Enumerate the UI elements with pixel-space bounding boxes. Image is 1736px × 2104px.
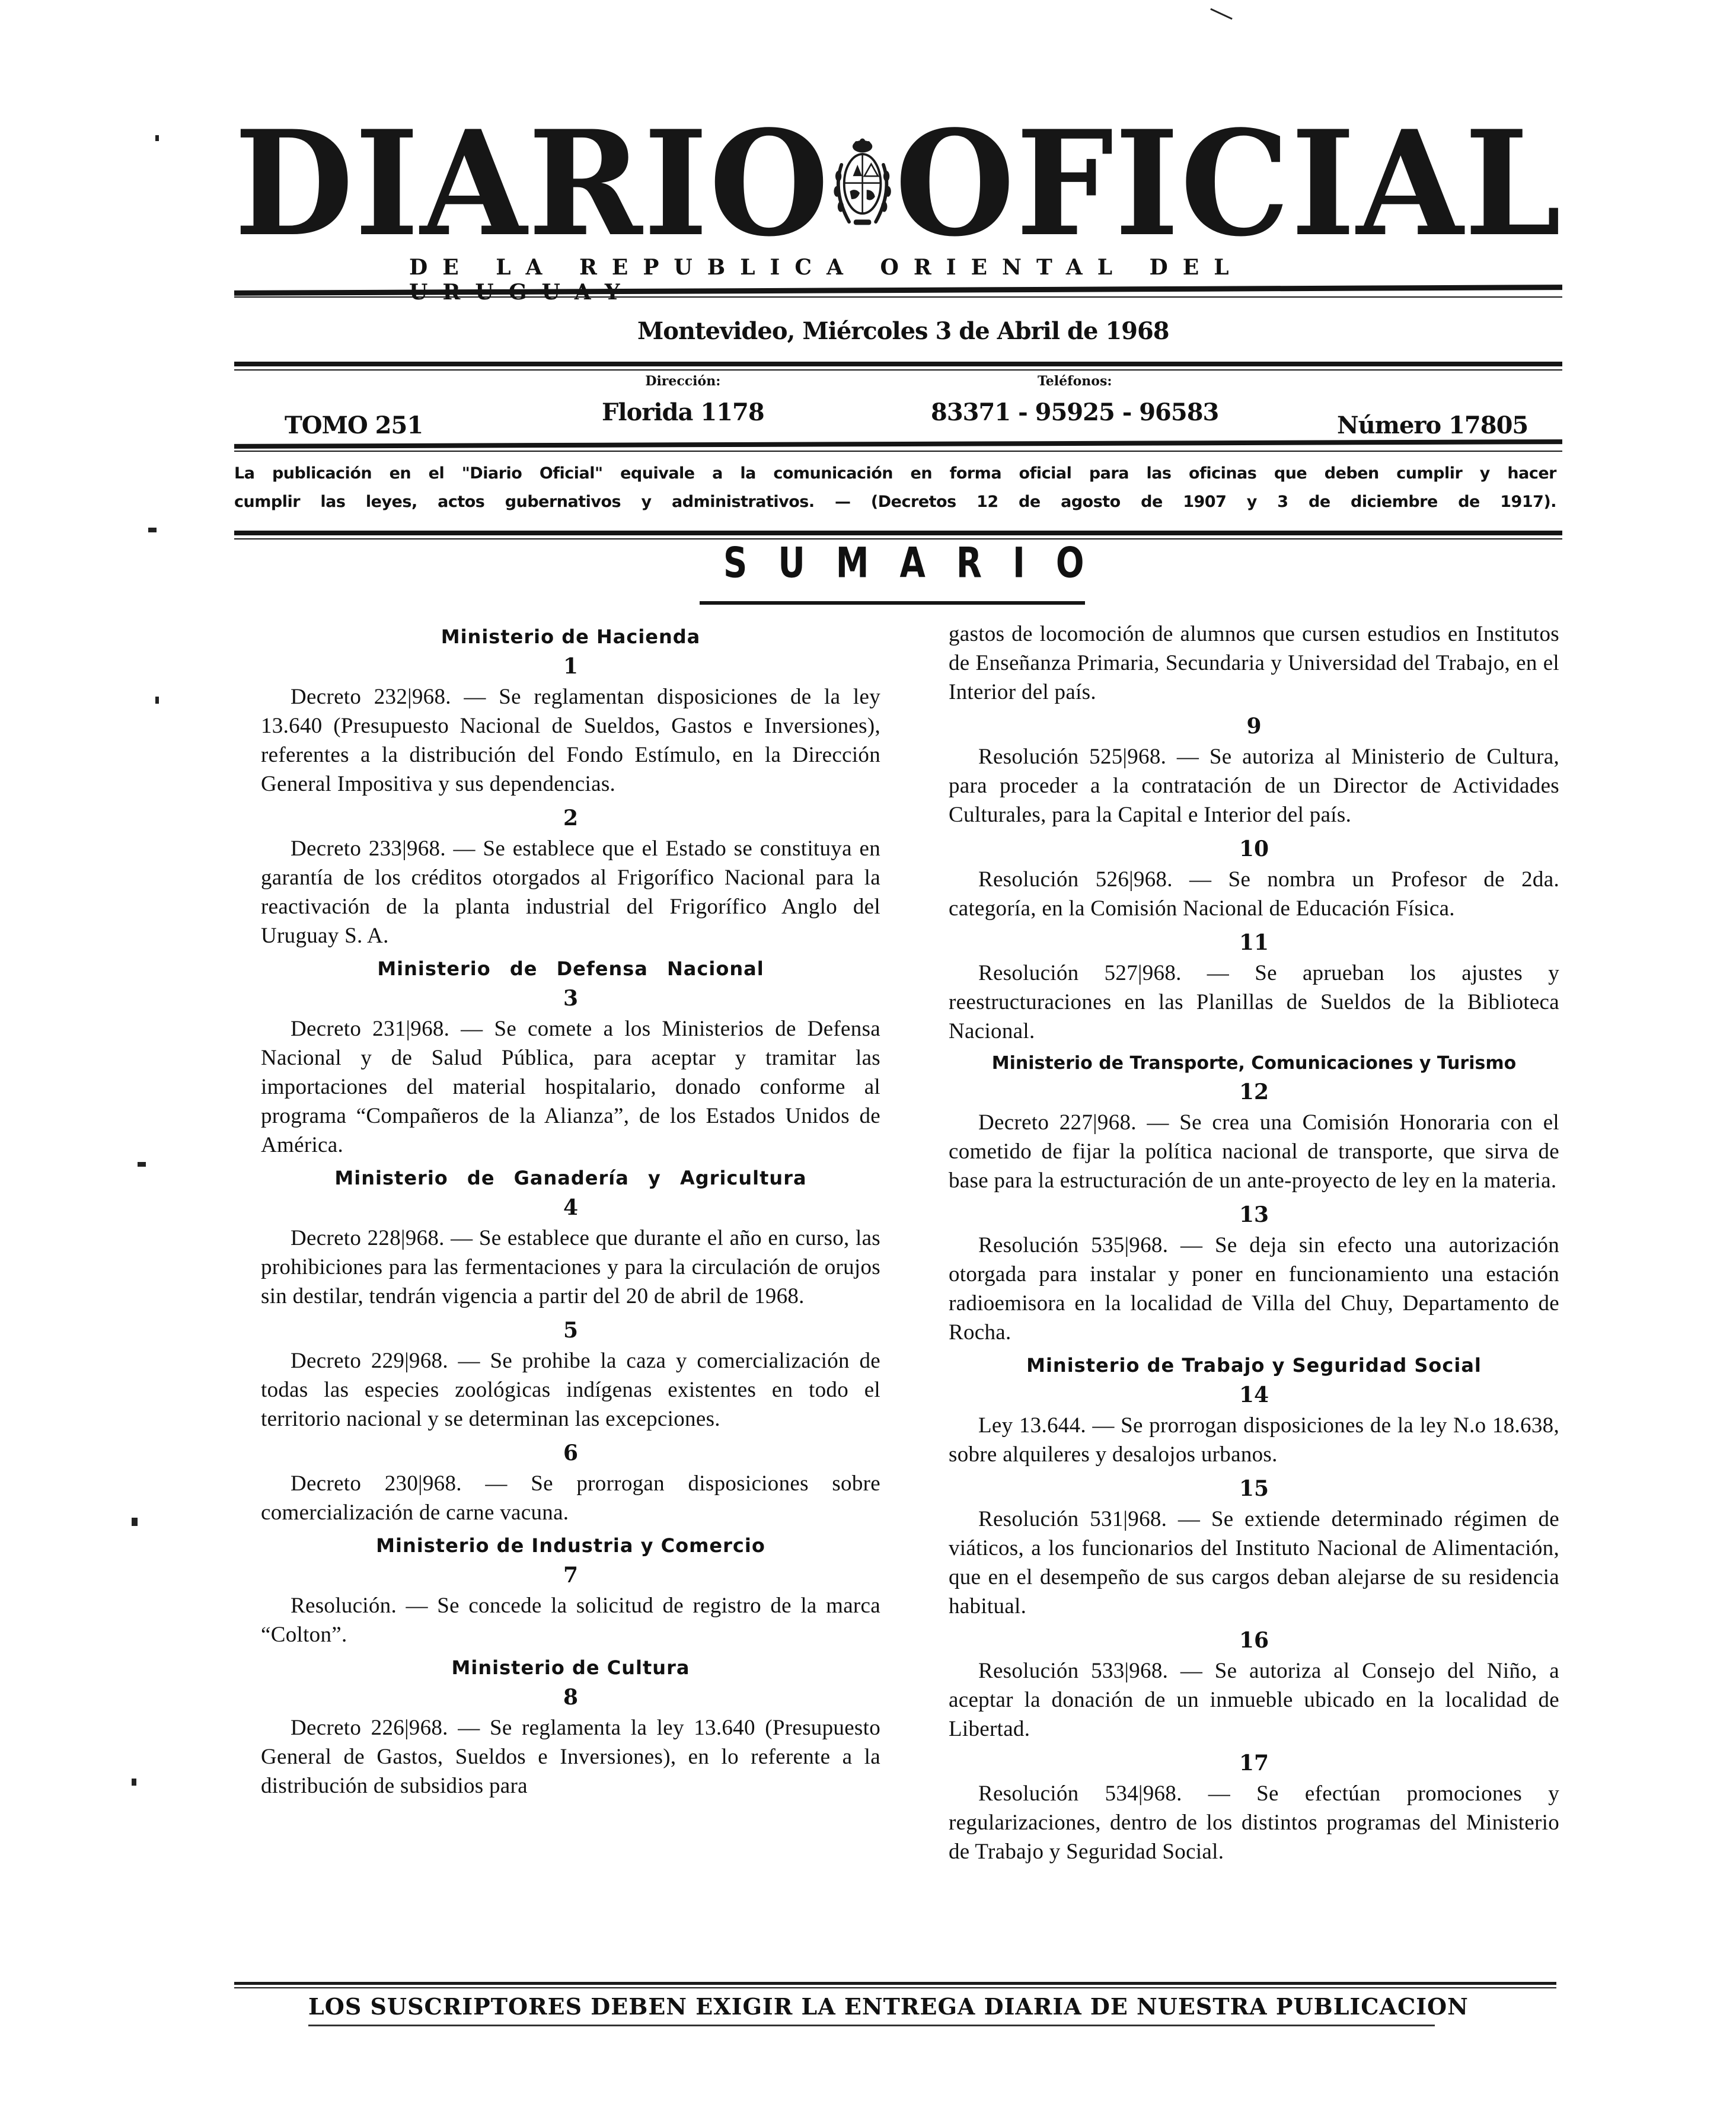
scan-artifact [155,135,159,141]
summary-entry: Resolución 527|968. — Se aprueban los ajustes y reestructuraciones en las Planillas de Sueldos de la Biblioteca Nacional. [949,961,1559,1043]
ministry-heading: Ministerio de Hacienda [441,625,701,648]
item-number: 15 [1239,1476,1269,1501]
issue-date: Montevideo, Miércoles 3 de Abril de 1968 [637,317,1169,345]
summary-entry: Decreto 233|968. — Se establece que el Estado se constituya en garantía de los créditos otorgados al Frigorífico Nacional para la reactivación de la planta industrial del Frigorífico Anglo del Uruguay S. A. [261,837,880,948]
summary-entry: Resolución 535|968. — Se deja sin efecto una autorización otorgada para instalar y poner en funcionamiento una estación radioemisora en la localidad de Villa del Chuy, Departamento de Rocha. [949,1233,1559,1345]
footer-rule [234,1987,1556,1988]
summary-entry: Resolución 534|968. — Se efectúan promociones y regularizaciones, dentro de los distintos programas del Ministerio de Trabajo y Seguridad Social. [949,1781,1559,1864]
subscriber-notice: LOS SUSCRIPTORES DEBEN EXIGIR LA ENTREGA DIARIA DE NUESTRA PUBLICACION [308,1993,1469,2020]
item-number: 11 [1239,930,1269,955]
footer-rule [308,2025,1435,2026]
ministry-heading: Ministerio de Defensa Nacional [377,957,764,980]
header-rule [234,369,1562,371]
item-number: 16 [1239,1628,1269,1653]
issue-info-row [237,373,1553,439]
item-number: 14 [1239,1383,1269,1407]
masthead-title-right: OFICIAL [895,98,1562,269]
summary-entry: Decreto 232|968. — Se reglamentan disposiciones de la ley 13.640 (Presupuesto Nacional de Sueldos, Gastos e Inversiones), referentes a la distribución del Fondo Estímulo, en la Dirección General Impositiva y sus dependencias. [261,685,880,796]
scan-artifact [148,528,157,532]
legal-notice-line: cumplir las leyes, actos gubernativos y administrativos. — (Decretos 12 de agosto de 1907 y 3 de diciembre de 1917). [234,493,1556,511]
item-number: 4 [563,1195,579,1220]
ministry-heading: Ministerio de Industria y Comercio [376,1534,765,1557]
item-number: 8 [563,1685,579,1710]
summary-column-right [949,620,1559,1873]
item-number: 1 [563,654,579,679]
ministry-heading: Ministerio de Cultura [451,1656,690,1679]
summary-entry: Decreto 231|968. — Se comete a los Ministerios de Defensa Nacional y de Salud Pública, para aceptar y tramitar las importaciones del material hospitalario, donado conforme al programa “Compañeros de la Alianza”, de los Estados Unidos de América. [261,1017,880,1157]
tomo-number: TOMO 251 [285,411,423,439]
summary-entry: Decreto 229|968. — Se prohibe la caza y comercialización de todas las especies zoológicas indígenas existentes en todo el territorio nacional y se determinan las excepciones. [261,1349,880,1431]
summary-column-left [261,620,880,1808]
item-number: 3 [563,986,579,1011]
header-rule [234,451,1562,452]
summary-entry-continuation: gastos de locomoción de alumnos que cursen estudios en Institutos de Enseñanza Primaria, Secundaria y Universidad del Trabajo, en el Interior del país. [949,622,1559,704]
scan-artifact [155,697,159,704]
legal-notice-line: La publicación en el "Diario Oficial" equivale a la comunicación en forma oficial para las oficinas que deben cumplir y hacer [234,464,1556,483]
summary-entry: Decreto 227|968. — Se crea una Comisión Honoraria con el cometido de fijar la política nacional de transporte, que sirva de base para la estructuración de un ante-proyecto de ley en la materia. [949,1110,1559,1193]
ministry-heading: Ministerio de Ganadería y Agricultura [334,1167,807,1189]
direccion-value: Florida 1178 [602,398,764,426]
item-number: 10 [1239,837,1269,861]
item-number: 13 [1239,1202,1269,1227]
summary-entry: Decreto 228|968. — Se establece que durante el año en curso, las prohibiciones para las fermentaciones y para la circulación de orujos sin destilar, tendrán vigencia a partir del 20 de abril de 1968. [261,1226,880,1308]
issue-number: Número 17805 [1337,411,1528,439]
header-rule [234,439,1562,449]
summary-entry: Resolución 533|968. — Se autoriza al Consejo del Niño, a aceptar la donación de un inmueble ubicado en la localidad de Libertad. [949,1659,1559,1741]
summary-entry: Decreto 226|968. — Se reglamenta la ley 13.640 (Presupuesto General de Gastos, Sueldos e Inversiones), en lo referente a la distribución de subsidios para [261,1716,880,1798]
summary-entry: Resolución 531|968. — Se extiende determinado régimen de viáticos, a los funcionarios del Instituto Nacional de Alimentación, que en el desempeño de sus cargos deban alejarse de su residencia habitual. [949,1507,1559,1618]
item-number: 17 [1239,1751,1269,1776]
header-rule [234,296,1562,298]
footer-rule [234,1982,1556,1985]
scan-artifact [1210,8,1233,20]
legal-notice [234,459,1556,516]
scan-artifact [132,1518,138,1526]
item-number: 6 [563,1441,579,1466]
summary-entry: Ley 13.644. — Se prorrogan disposiciones de la ley N.o 18.638, sobre alquileres y desalojos urbanos. [949,1413,1559,1467]
summary-entry: Resolución 526|968. — Se nombra un Profesor de 2da. categoría, en la Comisión Nacional de Educación Física. [949,867,1559,921]
item-number: 7 [563,1563,579,1588]
sumario-underline [700,601,1085,605]
masthead-subtitle: DE LA REPUBLICA ORIENTAL DEL [409,255,1244,280]
telefonos-value: 83371 - 95925 - 96583 [931,398,1219,426]
ministry-heading: Ministerio de Transporte, Comunicaciones y Turismo [991,1053,1517,1074]
item-number: 9 [1246,714,1262,739]
scan-artifact [132,1779,136,1786]
item-number: 5 [563,1318,579,1343]
masthead-title-left: DIARIO [234,98,831,269]
summary-entry: Resolución. — Se concede la solicitud de registro de la marca “Colton”. [261,1594,880,1647]
summary-entry: Decreto 230|968. — Se prorrogan disposiciones sobre comercialización de carne vacuna. [261,1471,880,1525]
coat-of-arms-icon [830,113,895,255]
ministry-heading: Ministerio de Trabajo y Seguridad Social [1026,1354,1482,1377]
header-rule [234,531,1562,535]
header-rule [234,362,1562,366]
sumario-heading: SUMARIO [723,539,1115,588]
summary-entry: Resolución 525|968. — Se autoriza al Ministerio de Cultura, para proceder a la contratación de un Director de Actividades Culturales, para la Capital e Interior del país. [949,745,1559,827]
item-number: 12 [1239,1080,1269,1104]
telefonos-label: Teléfonos: [1037,373,1112,389]
scan-artifact [138,1162,146,1167]
direccion-label: Dirección: [645,373,721,389]
item-number: 2 [563,806,579,831]
